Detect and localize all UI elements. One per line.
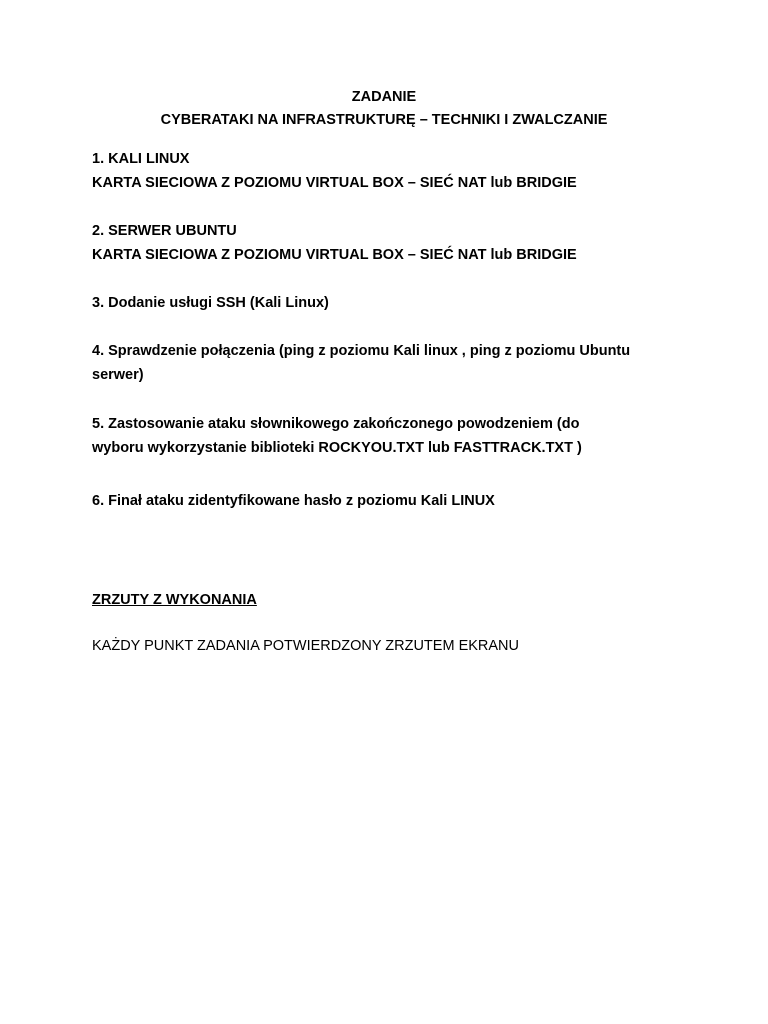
task-4-line-2: serwer) [92, 367, 144, 383]
screenshots-heading: ZRZUTY Z WYKONANIA [92, 592, 257, 608]
task-item-2 [92, 219, 692, 267]
task-item-5 [92, 412, 692, 460]
document-subtitle: CYBERATAKI NA INFRASTRUKTURĘ – TECHNIKI I ZWALCZANIE [160, 112, 608, 128]
task-1-line-1: 1. KALI LINUX [92, 151, 190, 167]
task-5-line-2: wyboru wykorzystanie biblioteki ROCKYOU.TXT lub FASTTRACK.TXT ) [92, 440, 582, 456]
task-4-line-1: 4. Sprawdzenie połączenia (ping z poziomu Kali linux , ping z poziomu Ubuntu [92, 343, 631, 359]
task-2-line-1: 2. SERWER UBUNTU [92, 223, 237, 239]
task-3-line-1: 3. Dodanie usługi SSH (Kali Linux) [92, 295, 329, 311]
task-5-line-1: 5. Zastosowanie ataku słownikowego zakończonego powodzeniem (do [92, 416, 580, 432]
task-1-line-2: KARTA SIECIOWA Z POZIOMU VIRTUAL BOX – SIEĆ NAT lub BRIDGIE [92, 175, 577, 191]
task-2-line-2: KARTA SIECIOWA Z POZIOMU VIRTUAL BOX – SIEĆ NAT lub BRIDGIE [92, 247, 577, 263]
task-item-4 [92, 339, 692, 387]
screenshots-note: KAŻDY PUNKT ZADANIA POTWIERDZONY ZRZUTEM EKRANU [92, 638, 519, 654]
task-item-1 [92, 147, 692, 195]
document-header [0, 86, 768, 132]
task-item-6 [92, 489, 692, 513]
task-item-3 [92, 291, 692, 315]
document-title: ZADANIE [351, 89, 417, 105]
task-6-line-1: 6. Finał ataku zidentyfikowane hasło z poziomu Kali LINUX [92, 493, 495, 509]
